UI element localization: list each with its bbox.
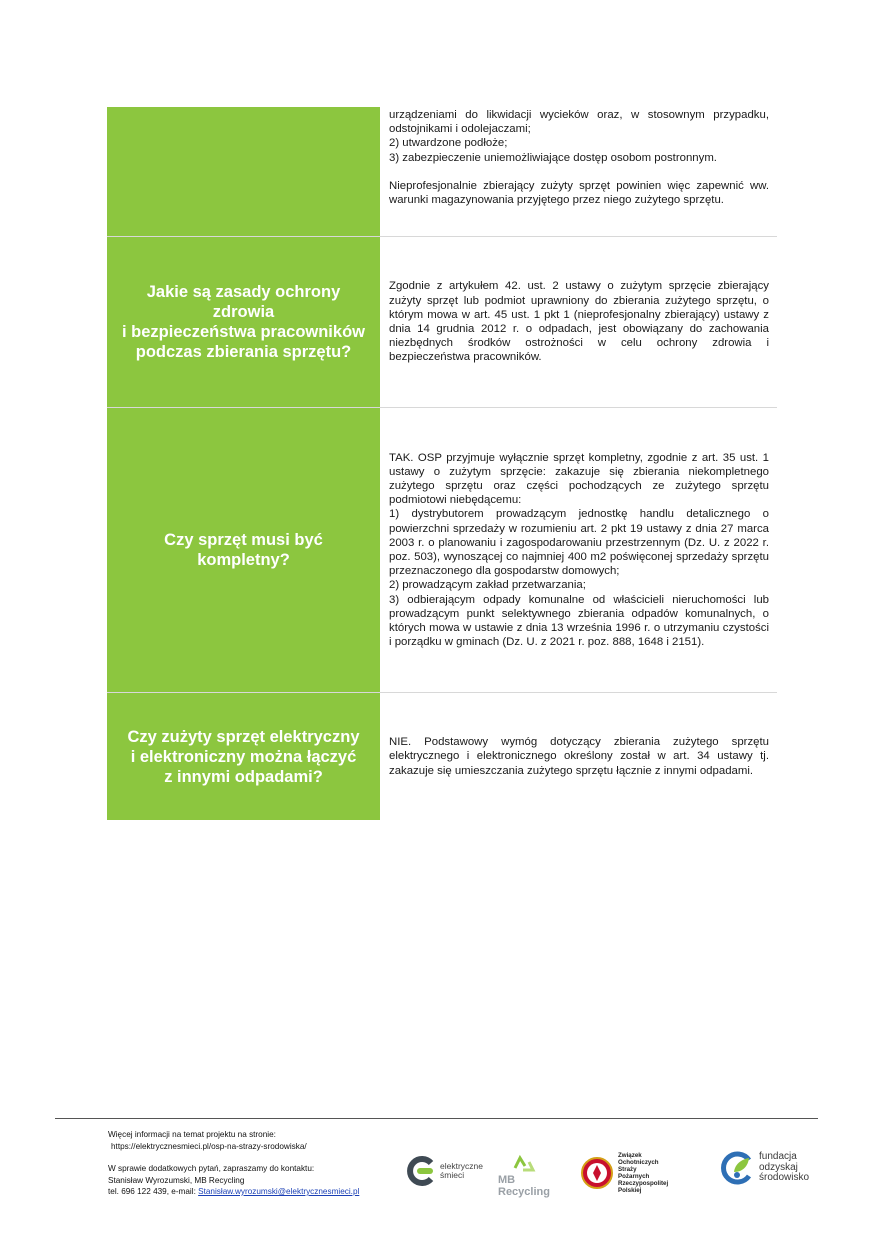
mb-recycling-logo [498, 1154, 550, 1198]
logo-text: środowisko [759, 1172, 810, 1184]
faq-table [107, 107, 777, 820]
faq-row [107, 693, 777, 820]
faq-answer-cell [380, 693, 777, 820]
faq-row [107, 237, 777, 408]
zosp-rp-logo [580, 1152, 668, 1194]
fundacja-odzyskaj-srodowisko-logo [719, 1150, 809, 1186]
answer-paragraph: 2) prowadzącym zakład przetwarzania; [389, 579, 586, 592]
answer-paragraph: 1) dystrybutorem prowadzącym jednostkę handlu detalicznego o powierzchni sprzedaży w rozumieniu art. 2 pkt 19 ustawy z dnia 27 marca 2003 r. o planowaniu i zagospodarowaniu przestrzennym (Dz. U. z 2022 r. poz. 503), wynoszącej co najmniej 400 m2 poświęconej sprzedaży sprzętu przeznaczonego dla gospodarstw domowych; [389, 508, 769, 578]
faq-question-health: Jakie są zasady ochrony zdrowia i bezpieczeństwa pracowników podczas zbierania sprzętu? [107, 237, 380, 407]
zosp-emblem-icon [580, 1156, 614, 1190]
answer-paragraph: Zgodnie z artykułem 42. ust. 2 ustawy o zużytym sprzęcie zbierający zużyty sprzęt lub podmiot uprawniony do zbierania zużytego sprzętu, o którym mowa w art. 45 ust. 1 pkt 1 (nieprofesjonalny zbierający) ustawy z dnia 14 grudnia 2012 r. o odpadach, jest obowiązany do zachowania niezbędnych środków ostrożności w celu ochrony zdrowia i bezpieczeństwa pracowników. [389, 280, 769, 364]
faq-answer-cell [380, 237, 777, 407]
footer-contact-name: Stanisław Wyrozumski, MB Recycling [108, 1175, 245, 1185]
footer-info-label: Więcej informacji na temat projektu na stronie: [108, 1130, 276, 1139]
faq-answer-cell [380, 107, 777, 236]
footer-divider [55, 1118, 818, 1119]
logo-text: Rzeczypospolitej Polskiej [618, 1180, 669, 1194]
logo-text: fundacja [759, 1151, 797, 1163]
faq-question-cell [107, 107, 380, 236]
elektryczne-smieci-logo [405, 1155, 483, 1187]
logo-text: śmieci [440, 1170, 465, 1180]
logo-text: Związek Ochotniczych [618, 1152, 659, 1166]
footer-phone: tel. 696 122 439, e-mail: [108, 1187, 199, 1196]
faq-question-complete: Czy sprzęt musi być kompletny? [107, 408, 380, 692]
answer-paragraph: TAK. OSP przyjmuje wyłącznie sprzęt kompletny, zgodnie z art. 35 ust. 1 ustawy o zużytym sprzęcie: zakazuje się zbierania niekompletnego zużytego sprzętu oraz części pochodzących ze zużytego sprzętu podmiotowi niebędącemu: [389, 451, 769, 507]
footer-email-link[interactable]: Stanisław.wyrozumski@elektrycznesmieci.pl [198, 1187, 360, 1196]
logo-text: odzyskaj [759, 1161, 798, 1173]
faq-question-mixing: Czy zużyty sprzęt elektryczny i elektroniczny można łączyć z innymi odpadami? [107, 693, 380, 820]
faq-row [107, 408, 777, 693]
answer-paragraph: 2) utwardzone podłoże; [389, 137, 508, 150]
answer-paragraph: NIE. Podstawowy wymóg dotyczący zbierania zużytego sprzętu elektrycznego i elektronicznego określony został w art. 34 ustawy tj. zakazuje się umieszczania zużytego sprzętu łącznie z innymi odpadami. [389, 736, 769, 777]
answer-paragraph: 3) odbierającym odpady komunalne od właścicieli nieruchomości lub prowadzącym punkt selektywnego zbierania odpadów komunalnych, o których mowa w ustawie z dnia 13 września 1996 r. o utrzymaniu czystości i porządku w gminach (Dz. U. z 2021 r. poz. 888, 1648 i 2151). [389, 593, 769, 649]
fundacja-leaf-icon [719, 1150, 755, 1186]
answer-paragraph: Nieprofesjonalnie zbierający zużyty sprzęt powinien więc zapewnić ww. warunki magazynowania przyjętego przez niego zużytego sprzętu. [389, 179, 769, 207]
faq-answer-cell [380, 408, 777, 692]
recycle-icon [511, 1154, 537, 1174]
answer-paragraph: 3) zabezpieczenie uniemożliwiające dostęp osobom postronnym. [389, 151, 717, 164]
logo-text: Straży Pożarnych [618, 1166, 650, 1180]
footer-contact-label: W sprawie dodatkowych pytań, zapraszamy do kontaktu: [108, 1164, 315, 1173]
elektryczne-smieci-logo-icon [405, 1155, 437, 1187]
logo-text: elektryczne [440, 1161, 483, 1171]
footer-info [108, 1129, 359, 1198]
logo-text: MB Recycling [498, 1174, 550, 1198]
footer-url[interactable]: https://elektrycznesmieci.pl/osp-na-strazy-srodowiska/ [111, 1141, 307, 1151]
answer-paragraph: urządzeniami do likwidacji wycieków oraz, w stosownym przypadku, odstojnikami i odolejaczami; [389, 109, 769, 136]
footer-contact-line [108, 1186, 359, 1198]
faq-row [107, 107, 777, 237]
